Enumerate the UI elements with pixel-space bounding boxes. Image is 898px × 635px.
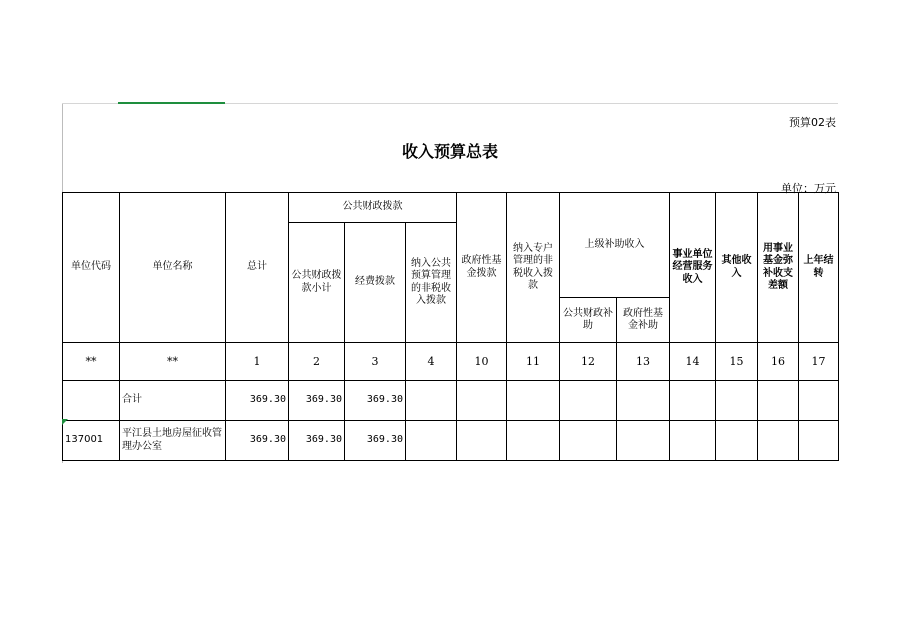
index-row [63, 343, 839, 381]
index-cell: 12 [560, 343, 617, 381]
row-cell [716, 381, 758, 421]
index-cell: 2 [289, 343, 345, 381]
header-public-budget-nontax: 纳入公共预算管理的非税收入拨款 [406, 223, 457, 343]
row-cell [560, 381, 617, 421]
row-cell [617, 381, 670, 421]
header-institution-fund-gap: 用事业基金弥补收支差额 [758, 193, 799, 343]
index-cell: 17 [799, 343, 839, 381]
row-cell [670, 421, 716, 461]
header-public-fiscal: 公共财政拨款 [289, 193, 457, 223]
row-cell [507, 421, 560, 461]
row-cell [457, 421, 507, 461]
row-cell [457, 381, 507, 421]
index-cell: 1 [226, 343, 289, 381]
header-public-fiscal-subtotal: 公共财政拨款小计 [289, 223, 345, 343]
row-operating-funds: 369.30 [345, 421, 406, 461]
header-other-income: 其他收入 [716, 193, 758, 343]
table-row [63, 421, 839, 461]
row-cell [670, 381, 716, 421]
row-cell [799, 381, 839, 421]
index-cell: 15 [716, 343, 758, 381]
header-row-1 [63, 193, 839, 223]
header-unit-name: 单位名称 [120, 193, 226, 343]
row-public-fiscal-subtotal: 369.30 [289, 421, 345, 461]
index-cell: ** [120, 343, 226, 381]
header-gov-fund: 政府性基金拨款 [457, 193, 507, 343]
document-code: 预算02表 [789, 116, 836, 129]
table-row [63, 381, 839, 421]
income-budget-table [62, 192, 839, 461]
row-unit-code [63, 381, 120, 421]
header-operating-funds: 经费拨款 [345, 223, 406, 343]
row-public-fiscal-subtotal: 369.30 [289, 381, 345, 421]
row-unit-name: 平江县土地房屋征收管理办公室 [120, 421, 226, 461]
row-cell [758, 381, 799, 421]
row-unit-code: 137001 [63, 421, 120, 461]
row-operating-funds: 369.30 [345, 381, 406, 421]
index-cell: 10 [457, 343, 507, 381]
page-title: 收入预算总表 [401, 142, 498, 161]
index-cell: 3 [345, 343, 406, 381]
header-unit-code: 单位代码 [63, 193, 120, 343]
index-cell: 11 [507, 343, 560, 381]
row-total: 369.30 [226, 421, 289, 461]
row-cell [799, 421, 839, 461]
selected-column-accent [118, 102, 225, 104]
index-cell: 14 [670, 343, 716, 381]
row-total: 369.30 [226, 381, 289, 421]
row-cell [617, 421, 670, 461]
header-special-account-nontax: 纳入专户管理的非税收入拨款 [507, 193, 560, 343]
cell-comment-marker [62, 419, 68, 425]
header-total: 总计 [226, 193, 289, 343]
header-superior-gov-fund: 政府性基金补助 [617, 298, 670, 343]
index-cell: 4 [406, 343, 457, 381]
row-cell [406, 381, 457, 421]
row-cell [758, 421, 799, 461]
header-superior-subsidy: 上级补助收入 [560, 193, 670, 298]
header-institution-business: 事业单位经营服务收入 [670, 193, 716, 343]
row-cell [560, 421, 617, 461]
index-cell: 16 [758, 343, 799, 381]
header-prior-year-carryover: 上年结转 [799, 193, 839, 343]
index-cell: 13 [617, 343, 670, 381]
row-unit-name: 合计 [120, 381, 226, 421]
row-cell [507, 381, 560, 421]
unit-label: 单位：万元 [781, 182, 836, 195]
header-superior-public-fiscal: 公共财政补助 [560, 298, 617, 343]
index-cell: ** [63, 343, 120, 381]
row-cell [716, 421, 758, 461]
row-cell [406, 421, 457, 461]
